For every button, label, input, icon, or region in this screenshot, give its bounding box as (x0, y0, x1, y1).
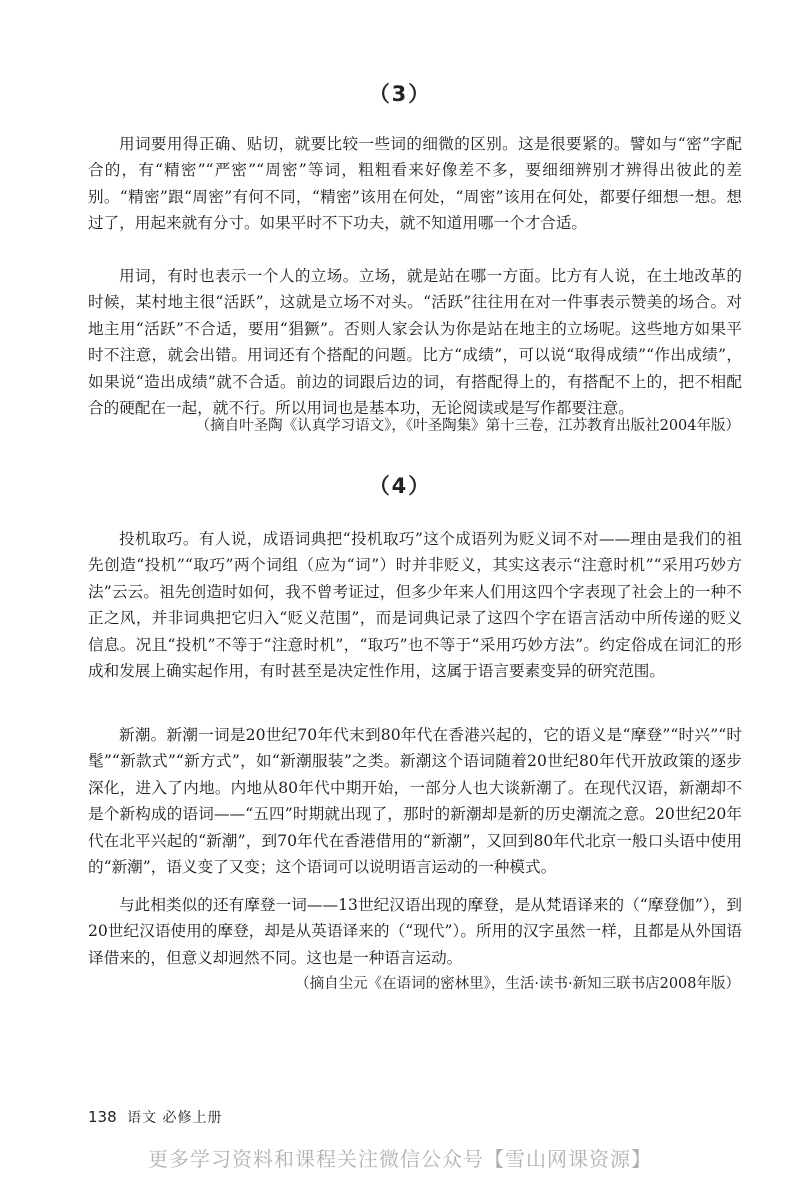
watermark-text: 更多学习资料和课程关注微信公众号【雪山网课资源】 (148, 1147, 652, 1171)
section-3-paragraph-2: 用词，有时也表示一个人的立场。立场，就是站在哪一方面。比方有人说，在土地改革的时候，某村地主很“活跃”，这就是立场不对头。“活跃”往往用在对一件事表示赞美的场合。对地主用“活跃”不合适，要用“猖獗”。否则人家会认为你是站在地主的立场呢。这些地方如果平时不注意，就会出错。用词还有个搭配的问题。比方“成绩”，可以说“取得成绩”“作出成绩”，如果说“造出成绩”就不合适。前边的词跟后边的词，有搭配得上的，有搭配不上的，把不相配合的硬配在一起，就不行。所以用词也是基本功，无论阅读或是写作都要注意。 (88, 267, 742, 418)
section-3-heading: （3） (368, 82, 432, 106)
section-4-paragraph-2: 新潮。新潮一词是20世纪70年代末到80年代在香港兴起的，它的语义是“摩登”“时兴”“时髦”“新款式”“新方式”，如“新潮服装”之类。新潮这个语词随着20世纪80年代开放政策的逐步深化，进入了内地。内地从80年代中期开始，一部分人也大谈新潮了。在现代汉语，新潮却不是个新构成的语词——“五四”时期就出现了，那时的新潮却是新的历史潮流之意。20世纪20年代在北平兴起的“新潮”，到70年代在香港借用的“新潮”，又回到80年代北京一般口头语中使用的“新潮”，语义变了又变；这个语词可以说明语言运动的一种模式。 (88, 726, 742, 877)
section-3-source-citation: （摘自叶圣陶《认真学习语文》，《叶圣陶集》第十三卷，江苏教育出版社2004年版） (195, 418, 740, 434)
section-4-paragraph-1: 投机取巧。有人说，成语词典把“投机取巧”这个成语列为贬义词不对——理由是我们的祖先创造“投机”“取巧”两个词组（应为“词”）时并非贬义，其实这表示“注意时机”“采用巧妙方法”云云。祖先创造时如何，我不曾考证过，但多少年来人们用这四个字表现了社会上的一种不正之风，并非词典把它归入“贬义范围”，而是词典记录了这四个字在语言活动中所传递的贬义信息。况且“投机”不等于“注意时机”，“取巧”也不等于“采用巧妙方法”。约定俗成在词汇的形成和发展上确实起作用，有时甚至是决定性作用，这属于语言要素变异的研究范围。 (88, 530, 742, 681)
section-4-heading: （4） (368, 474, 432, 498)
page-footer (88, 1107, 223, 1127)
page-number: 138 (88, 1108, 117, 1126)
section-3-paragraph-1: 用词要用得正确、贴切，就要比较一些词的细微的区别。这是很要紧的。譬如与“密”字配合的，有“精密”“严密”“周密”等词，粗粗看来好像差不多，要细细辨别才辨得出彼此的差别。“精密”跟“周密”有何不同，“精密”该用在何处，“周密”该用在何处，都要仔细想一想。想过了，用起来就有分寸。如果平时不下功夫，就不知道用哪一个才合适。 (88, 135, 742, 233)
section-4-source-citation: （摘自尘元《在语词的密林里》，生活·读书·新知三联书店2008年版） (295, 976, 740, 992)
book-title: 语文 必修上册 (127, 1110, 223, 1126)
section-4-paragraph-3: 与此相类似的还有摩登一词——13世纪汉语出现的摩登，是从梵语译来的（“摩登伽”），到20世纪汉语使用的摩登，却是从英语译来的（“现代”）。所用的汉字虽然一样，且都是从外国语译借来的，但意义却迥然不同。这也是一种语言运动。 (88, 896, 742, 967)
